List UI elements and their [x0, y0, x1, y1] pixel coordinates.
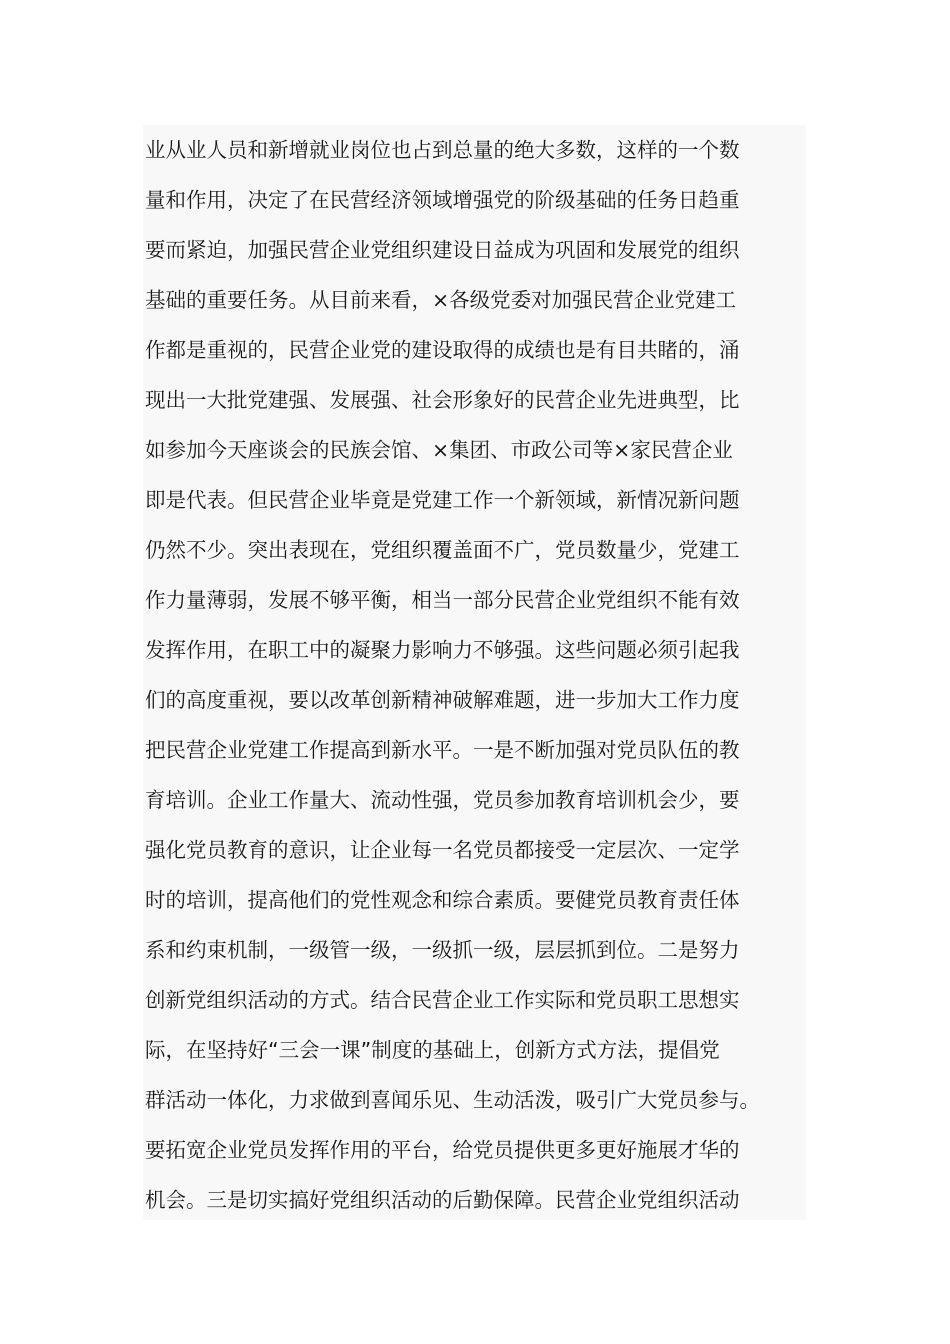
text-line: 际，在坚持好“三会一课”制度的基础上，创新方式方法，提倡党 [145, 1038, 720, 1062]
text-line: 即是代表。但民营企业毕竟是党建工作一个新领域，新情况新问题 [145, 488, 740, 512]
text-line: 系和约束机制，一级管一级，一级抓一级，层层抓到位。二是努力 [145, 938, 740, 962]
text-line: 业从业人员和新增就业岗位也占到总量的绝大多数，这样的一个数 [145, 138, 740, 162]
text-line: 作力量薄弱，发展不够平衡，相当一部分民营企业党组织不能有效 [145, 588, 740, 612]
text-line: 发挥作用，在职工中的凝聚力影响力不够强。这些问题必须引起我 [145, 638, 740, 662]
text-line: 机会。三是切实搞好党组织活动的后勤保障。民营企业党组织活动 [145, 1188, 740, 1212]
text-line: 如参加今天座谈会的民族会馆、×集团、市政公司等×家民营企业 [145, 438, 733, 462]
text-line: 群活动一体化，力求做到喜闻乐见、生动活泼，吸引广大党员参与。 [145, 1088, 760, 1112]
text-line: 仍然不少。突出表现在，党组织覆盖面不广，党员数量少，党建工 [145, 538, 740, 562]
text-line: 育培训。企业工作量大、流动性强，党员参加教育培训机会少，要 [145, 788, 740, 812]
text-line: 强化党员教育的意识，让企业每一名党员都接受一定层次、一定学 [145, 838, 740, 862]
text-line: 们的高度重视，要以改革创新精神破解难题，进一步加大工作力度 [145, 688, 740, 712]
text-line: 把民营企业党建工作提高到新水平。一是不断加强对党员队伍的教 [145, 738, 740, 762]
text-line: 创新党组织活动的方式。结合民营企业工作实际和党员职工思想实 [145, 988, 740, 1012]
text-line: 基础的重要任务。从目前来看，×各级党委对加强民营企业党建工 [145, 288, 737, 312]
text-line: 作都是重视的，民营企业党的建设取得的成绩也是有目共睹的，涌 [145, 338, 740, 362]
text-line: 要而紧迫，加强民营企业党组织建设日益成为巩固和发展党的组织 [145, 238, 740, 262]
text-line: 现出一大批党建强、发展强、社会形象好的民营企业先进典型，比 [145, 388, 740, 412]
text-line: 量和作用，决定了在民营经济领域增强党的阶级基础的任务日趋重 [145, 188, 740, 212]
text-line: 要拓宽企业党员发挥作用的平台，给党员提供更多更好施展才华的 [145, 1138, 740, 1162]
text-line: 时的培训，提高他们的党性观念和综合素质。要健党员教育责任体 [145, 888, 740, 912]
